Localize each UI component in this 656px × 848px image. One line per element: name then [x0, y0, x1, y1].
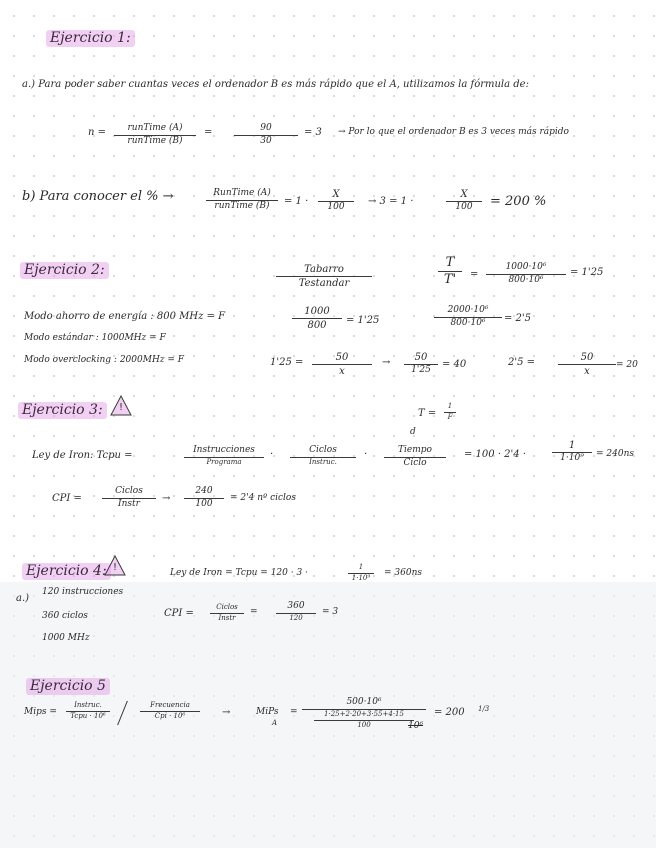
fraction-bar — [276, 276, 372, 277]
ej4-instrucciones: 120 instrucciones — [42, 587, 124, 597]
ej1-result-3: = 3 — [304, 127, 322, 138]
fraction-numerator: Frecuencia — [150, 701, 190, 709]
fraction-denominator: F — [447, 412, 453, 421]
ej1-part-a-text: a.) Para poder saber cuantas veces el ordenador B es más rápido que el A, utilizamos la fórmula de: — [22, 79, 529, 90]
ej1-b-x-fraction — [318, 189, 354, 213]
fraction-numerator: 1000·10⁶ — [505, 262, 547, 272]
ej4-mhz: 1000 MHz — [42, 633, 90, 643]
fraction-denominator: runTime (B) — [214, 200, 270, 211]
ej4-cpi-equals: = — [250, 607, 258, 617]
ej1-part-b-text: b) Para conocer el % → — [22, 189, 174, 204]
ej4-360-120-fraction — [276, 602, 316, 623]
ej2-r3-arrow: → — [382, 357, 391, 368]
ejercicio-3-title: Ejercicio 3: — [18, 402, 107, 419]
fraction-denominator-weighted-sum: 1·25+2·20+3·55+4·15 — [324, 709, 404, 718]
fraction-numerator: 90 — [260, 123, 272, 133]
fraction-numerator: X — [332, 189, 340, 200]
fraction-numerator: 1 — [358, 563, 364, 571]
fraction-denominator: Tcpu · 10⁶ — [70, 711, 106, 720]
ej3-cpi-arrow: → — [162, 493, 171, 504]
ej5-mips-label: Mips = — [24, 707, 57, 717]
fraction-denominator: Instruc. — [309, 457, 337, 466]
fraction-numerator: 50 — [580, 352, 594, 363]
ej1-runtime-fraction — [114, 124, 196, 147]
ej2-1000-800-fraction — [292, 306, 342, 331]
ej4-1-1e9-fraction — [348, 564, 374, 582]
ej2-mhz-fraction — [486, 263, 566, 286]
ej2-tabarro-fraction — [276, 264, 372, 289]
ej4-ciclos: 360 ciclos — [42, 611, 88, 621]
fraction-denominator: Instr — [118, 498, 140, 509]
fraction-numerator: 50 — [335, 352, 349, 363]
ej3-calc-result: = 240ns — [596, 449, 634, 459]
fraction-denominator: runTime (B) — [127, 135, 183, 146]
fraction-bar — [292, 318, 342, 319]
fraction-denominator: 800·10⁶ — [450, 317, 486, 328]
ej3-d-mark: d — [410, 427, 416, 437]
ej1-b-arrow-three: → 3 = 1 · — [368, 196, 414, 207]
fraction-denominator: Instr — [218, 613, 236, 622]
fraction-numerator: runTime (A) — [127, 123, 183, 133]
fraction-denominator: 1·10⁹ — [351, 573, 371, 582]
ej3-tiempo-ciclo-fraction — [384, 446, 446, 469]
ej2-f2-result: = 2'5 — [504, 313, 532, 324]
fraction-numerator: Instrucciones — [193, 445, 255, 455]
ej1-equals: = — [204, 127, 213, 138]
ej1-ninety-thirty-fraction — [234, 124, 298, 147]
ej3-ciclos-instr-fraction — [102, 487, 156, 510]
ej5-equals: = — [290, 707, 298, 717]
fraction-numerator: Tabarro — [304, 264, 344, 275]
fraction-numerator: 500·10⁶ — [346, 697, 382, 707]
fraction-denominator: 1'25 — [411, 365, 431, 375]
fraction-denominator: 800 — [307, 320, 327, 331]
ej3-instr-programa-fraction — [184, 446, 264, 467]
fraction-numerator: Instruc. — [74, 701, 102, 709]
fraction-numerator: RunTime (A) — [213, 188, 271, 198]
fraction-numerator: Ciclos — [115, 486, 143, 496]
ej3-iron-law: Ley de Iron: Tcpu = — [32, 450, 133, 461]
ej3-cpi-result: = 2'4 nº ciclos — [230, 493, 296, 503]
fraction-numerator: 240 — [195, 486, 213, 496]
ej2-50-125-fraction — [404, 352, 438, 376]
ej3-calc: = 100 · 2'4 · — [464, 449, 527, 460]
fraction-denominator: T' — [443, 272, 457, 288]
fraction-denominator: Ciclo — [403, 457, 427, 468]
warning-icon: ! — [104, 555, 126, 577]
ej3-240-100-fraction — [184, 487, 224, 510]
ej5-result-fraction: 1/3 — [478, 705, 490, 713]
fraction-numerator: 1000 — [304, 306, 330, 317]
ej1-n-equals: n = — [88, 127, 106, 138]
ej2-mode-ahorro: Modo ahorro de energía : 800 MHz = F — [24, 311, 226, 322]
ejercicio-5-title: Ejercicio 5 — [26, 678, 110, 695]
ej2-t-equals: = — [470, 269, 479, 280]
ej3-dot-2: · — [364, 449, 368, 460]
fraction-numerator: 50 — [414, 352, 428, 363]
fraction-numerator: 2000·10⁶ — [447, 305, 489, 315]
fraction-numerator: 1 — [447, 402, 453, 410]
ejercicio-2-title: Ejercicio 2: — [20, 262, 109, 279]
ej5-mips-a-label: MiPs — [256, 707, 279, 717]
ej4-cpi-result: = 3 — [322, 607, 339, 617]
fraction-bar — [558, 364, 616, 365]
fraction-denominator: x — [339, 366, 345, 377]
ej2-r3-result: = 40 — [442, 359, 467, 370]
ej3-1-f-fraction — [444, 403, 456, 421]
fraction-numerator: 1 — [568, 440, 576, 451]
fraction-numerator: T — [445, 255, 455, 270]
ej1-conclusion: → Por lo que el ordenador B es 3 veces más rápido — [338, 127, 569, 137]
fraction-numerator: Tiempo — [398, 445, 432, 455]
ej2-mode-overclocking: Modo overclocking : 2000MHz = F — [24, 355, 185, 365]
fraction-denominator: 120 — [289, 613, 303, 622]
ej1-b-result: = 200 % — [490, 194, 547, 209]
ej4-iron-law: Ley de Iron = Tcpu = 120 · 3 · — [170, 568, 308, 578]
ej3-cpi-label: CPI = — [52, 493, 82, 504]
fraction-numerator: 360 — [287, 601, 305, 611]
ejercicio-4-title: Ejercicio 4: — [22, 563, 111, 580]
ej4-part-a: a.) — [16, 593, 30, 604]
ej5-frecuencia-cpi-fraction — [140, 702, 200, 720]
fraction-denominator: 100 — [195, 498, 213, 509]
ej2-t-fraction — [438, 256, 462, 288]
ejercicio-1-title: Ejercicio 1: — [46, 30, 135, 47]
ej2-f1-result: = 1'25 — [346, 315, 380, 326]
ej1-b-one-times: = 1 · — [284, 196, 309, 207]
fraction-denominator: 800·10⁶ — [508, 274, 544, 285]
ej5-result: = 200 — [434, 707, 465, 718]
ej2-r3-left: 1'25 = — [270, 357, 304, 368]
ej5-instruc-tcpu-fraction — [66, 702, 110, 720]
ej5-arrow: → — [222, 707, 231, 718]
ej3-dot: · — [270, 449, 274, 460]
ej4-ciclos-instr-fraction — [210, 604, 244, 622]
ej2-50-x-fraction — [312, 352, 372, 377]
fraction-denominator: Programa — [206, 457, 242, 466]
fraction-denominator: 100 — [327, 202, 345, 212]
ej5-subscript-a: A — [272, 719, 278, 727]
ej3-t-equals: T = — [418, 408, 437, 419]
ej2-r3-right: 2'5 = — [508, 357, 536, 368]
warning-icon: ! — [110, 395, 132, 417]
fraction-denominator: Testandar — [298, 278, 350, 289]
fraction-numerator: Ciclos — [216, 603, 238, 611]
ej4-cpi-label: CPI = — [164, 608, 194, 619]
ej2-result-125: = 1'25 — [570, 267, 604, 278]
fraction-denominator: Cpi · 10⁶ — [154, 711, 186, 720]
fraction-numerator: Ciclos — [309, 445, 337, 455]
fraction-denominator: x — [584, 366, 590, 377]
fraction-denominator-100: 100 — [357, 720, 371, 729]
ej2-50-x-fraction-2 — [558, 352, 616, 377]
ej3-1-1e9-fraction — [552, 440, 592, 464]
ej4-result: = 360ns — [384, 568, 422, 578]
ej3-ciclos-instruc-fraction — [290, 446, 356, 467]
ej1-b-x-fraction-2 — [446, 189, 482, 213]
fraction-numerator: X — [460, 189, 468, 200]
ej5-crossed-out-factor: 10⁶ — [408, 721, 424, 731]
fraction-denominator: 100 — [455, 202, 473, 212]
fraction-denominator: 30 — [260, 135, 272, 146]
fraction-bar — [312, 364, 372, 365]
ej2-r3-result-20: = 20 — [616, 360, 638, 370]
fraction-denominator: 1·10⁹ — [560, 453, 584, 463]
ej2-mode-estandar: Modo estándar : 1000MHz = F — [24, 333, 166, 343]
ej2-2000-800-fraction — [434, 306, 502, 329]
ej1-b-runtime-fraction — [206, 189, 278, 212]
